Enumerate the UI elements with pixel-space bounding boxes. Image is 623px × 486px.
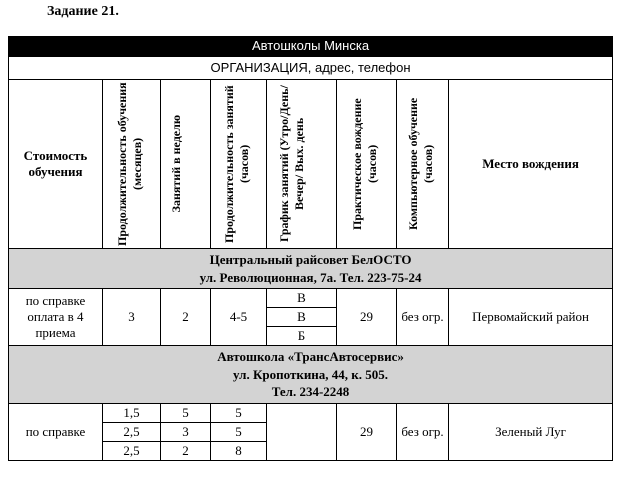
org2-hours-2: 5 — [211, 422, 267, 441]
org1-place: Первомайский район — [449, 289, 613, 346]
org1-lessons: 2 — [161, 289, 211, 346]
org2-duration-2: 2,5 — [103, 422, 161, 441]
org1-schedule-2: В — [267, 308, 337, 327]
org2-lessons-2: 3 — [161, 422, 211, 441]
org1-address: ул. Революционная, 7а. Тел. 223-75-24 — [199, 269, 422, 285]
org2-duration-3: 2,5 — [103, 441, 161, 460]
org1-hours: 4-5 — [211, 289, 267, 346]
org1-name: Центральный райсовет БелОСТО — [209, 252, 412, 267]
org2-phone: Тел. 234-2248 — [271, 384, 350, 400]
col-header-duration-months — [103, 80, 161, 249]
task-title: Задание 21. — [47, 4, 119, 19]
org2-lessons-3: 2 — [161, 441, 211, 460]
org2-lessons-1: 5 — [161, 403, 211, 422]
col-header-lesson-hours-label: Продолжительность занятий (часов) — [221, 85, 251, 243]
org2-place: Зеленый Луг — [449, 403, 613, 460]
org1-schedule-3: Б — [267, 327, 337, 346]
col-header-schedule-label: График занятий (Утро/День/Вечер/ Вых. день — [276, 85, 306, 243]
org2-schedule — [267, 403, 337, 460]
org2-hours-1: 5 — [211, 403, 267, 422]
col-header-duration-months-label: Продолжительность обучения (месяцев) — [114, 82, 144, 246]
org1-practice: 29 — [337, 289, 397, 346]
col-header-schedule — [267, 80, 337, 249]
table-title: Автошколы Минска — [9, 37, 613, 57]
col-header-computer-hours-label: Компьютерное обучение (часов) — [405, 97, 435, 231]
col-header-computer-hours — [397, 80, 449, 249]
col-header-driving-place: Место вождения — [449, 80, 613, 249]
org2-duration-1: 1,5 — [103, 403, 161, 422]
col-header-lessons-per-week-label: Занятий в неделю — [168, 115, 183, 213]
org2-header — [9, 346, 613, 404]
org2-computer: без огр. — [397, 403, 449, 460]
org2-practice: 29 — [337, 403, 397, 460]
driving-schools-table — [8, 36, 613, 461]
col-header-lessons-per-week — [161, 80, 211, 249]
col-header-lesson-hours — [211, 80, 267, 249]
org2-hours-3: 8 — [211, 441, 267, 460]
col-header-practice-hours — [337, 80, 397, 249]
org1-schedule-1: В — [267, 289, 337, 308]
org2-cost: по справке — [9, 403, 103, 460]
col-header-cost: Стоимость обучения — [9, 80, 103, 249]
table-subtitle: ОРГАНИЗАЦИЯ, адрес, телефон — [9, 57, 613, 80]
org1-header — [9, 249, 613, 289]
org2-name: Автошкола «ТрансАвтосервис» — [217, 349, 404, 365]
col-header-practice-hours-label: Практическое вождение (часов) — [349, 98, 379, 230]
org1-computer: без огр. — [397, 289, 449, 346]
org1-duration: 3 — [103, 289, 161, 346]
org2-address: ул. Кропоткина, 44, к. 505. — [233, 366, 389, 382]
org1-cost: по справке оплата в 4 приема — [9, 289, 103, 346]
